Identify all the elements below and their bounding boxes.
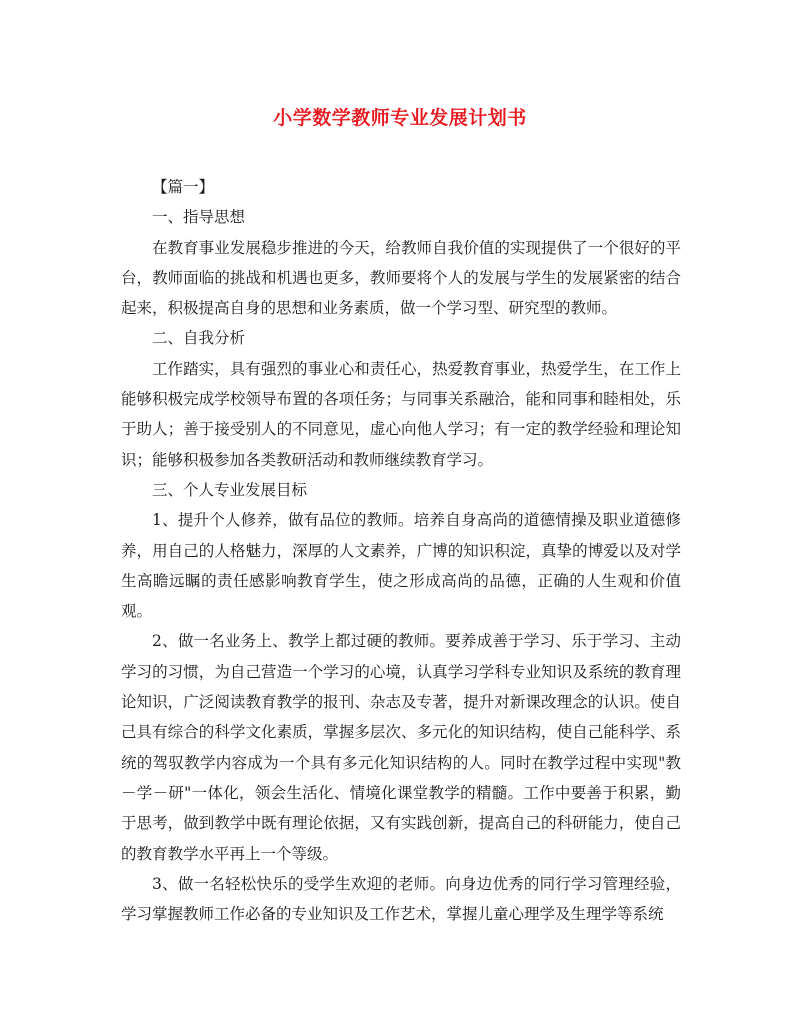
- paragraph-goal-1: 1、提升个人修养，做有品位的教师。培养自身高尚的道德情操及职业道德修养，用自己的人格魅力，深厚的人文素养，广博的知识积淀，真挚的博爱以及对学生高瞻远瞩的责任感影响教育学生，使之形成高尚的品德，正确的人生观和价值观。: [121, 511, 681, 621]
- document-body: [121, 172, 681, 929]
- section-heading-1: 一、指导思想: [152, 208, 246, 227]
- paragraph-self-analysis: 工作踏实，具有强烈的事业心和责任心，热爱教育事业，热爱学生，在工作上能够积极完成学校领导布置的各项任务；与同事关系融洽，能和同事和睦相处，乐于助人；善于接受别人的不同意见，虚心向他人学习；有一定的教学经验和理论知识；能够积极参加各类教研活动和教师继续教育学习。: [121, 359, 681, 469]
- section-heading-2: 二、自我分析: [152, 329, 246, 348]
- paragraph-guiding-thought: 在教育事业发展稳步推进的今天，给教师自我价值的实现提供了一个很好的平台，教师面临的挑战和机遇也更多，教师要将个人的发展与学生的发展紧密的结合起来，积极提高自身的思想和业务素质，做一个学习型、研究型的教师。: [121, 238, 681, 318]
- paragraph-goal-3: 3、做一名轻松快乐的受学生欢迎的老师。向身边优秀的同行学习管理经验，学习掌握教师工作必备的专业知识及工作艺术，掌握儿童心理学及生理学等系统: [121, 874, 681, 924]
- paragraph-goal-2: 2、做一名业务上、教学上都过硬的教师。要养成善于学习、乐于学习、主动学习的习惯，为自己营造一个学习的心境，认真学习学科专业知识及系统的教育理论知识，广泛阅读教育教学的报刊、杂志及专著，提升对新课改理念的认识。使自己具有综合的科学文化素质，掌握多层次、多元化的知识结构，使自己能科学、系统的驾驭教学内容成为一个具有多元化知识结构的人。同时在教学过程中实现"教－学－研"一体化，领会生活化、情境化课堂教学的精髓。工作中要善于积累，勤于思考，做到教学中既有理论依据，又有实践创新，提高自己的科研能力，使自己的教育教学水平再上一个等级。: [121, 632, 681, 863]
- document-title: 小学数学教师专业发展计划书: [273, 107, 527, 129]
- section-heading-3: 三、个人专业发展目标: [152, 480, 308, 499]
- part-label: 【篇一】: [152, 178, 215, 196]
